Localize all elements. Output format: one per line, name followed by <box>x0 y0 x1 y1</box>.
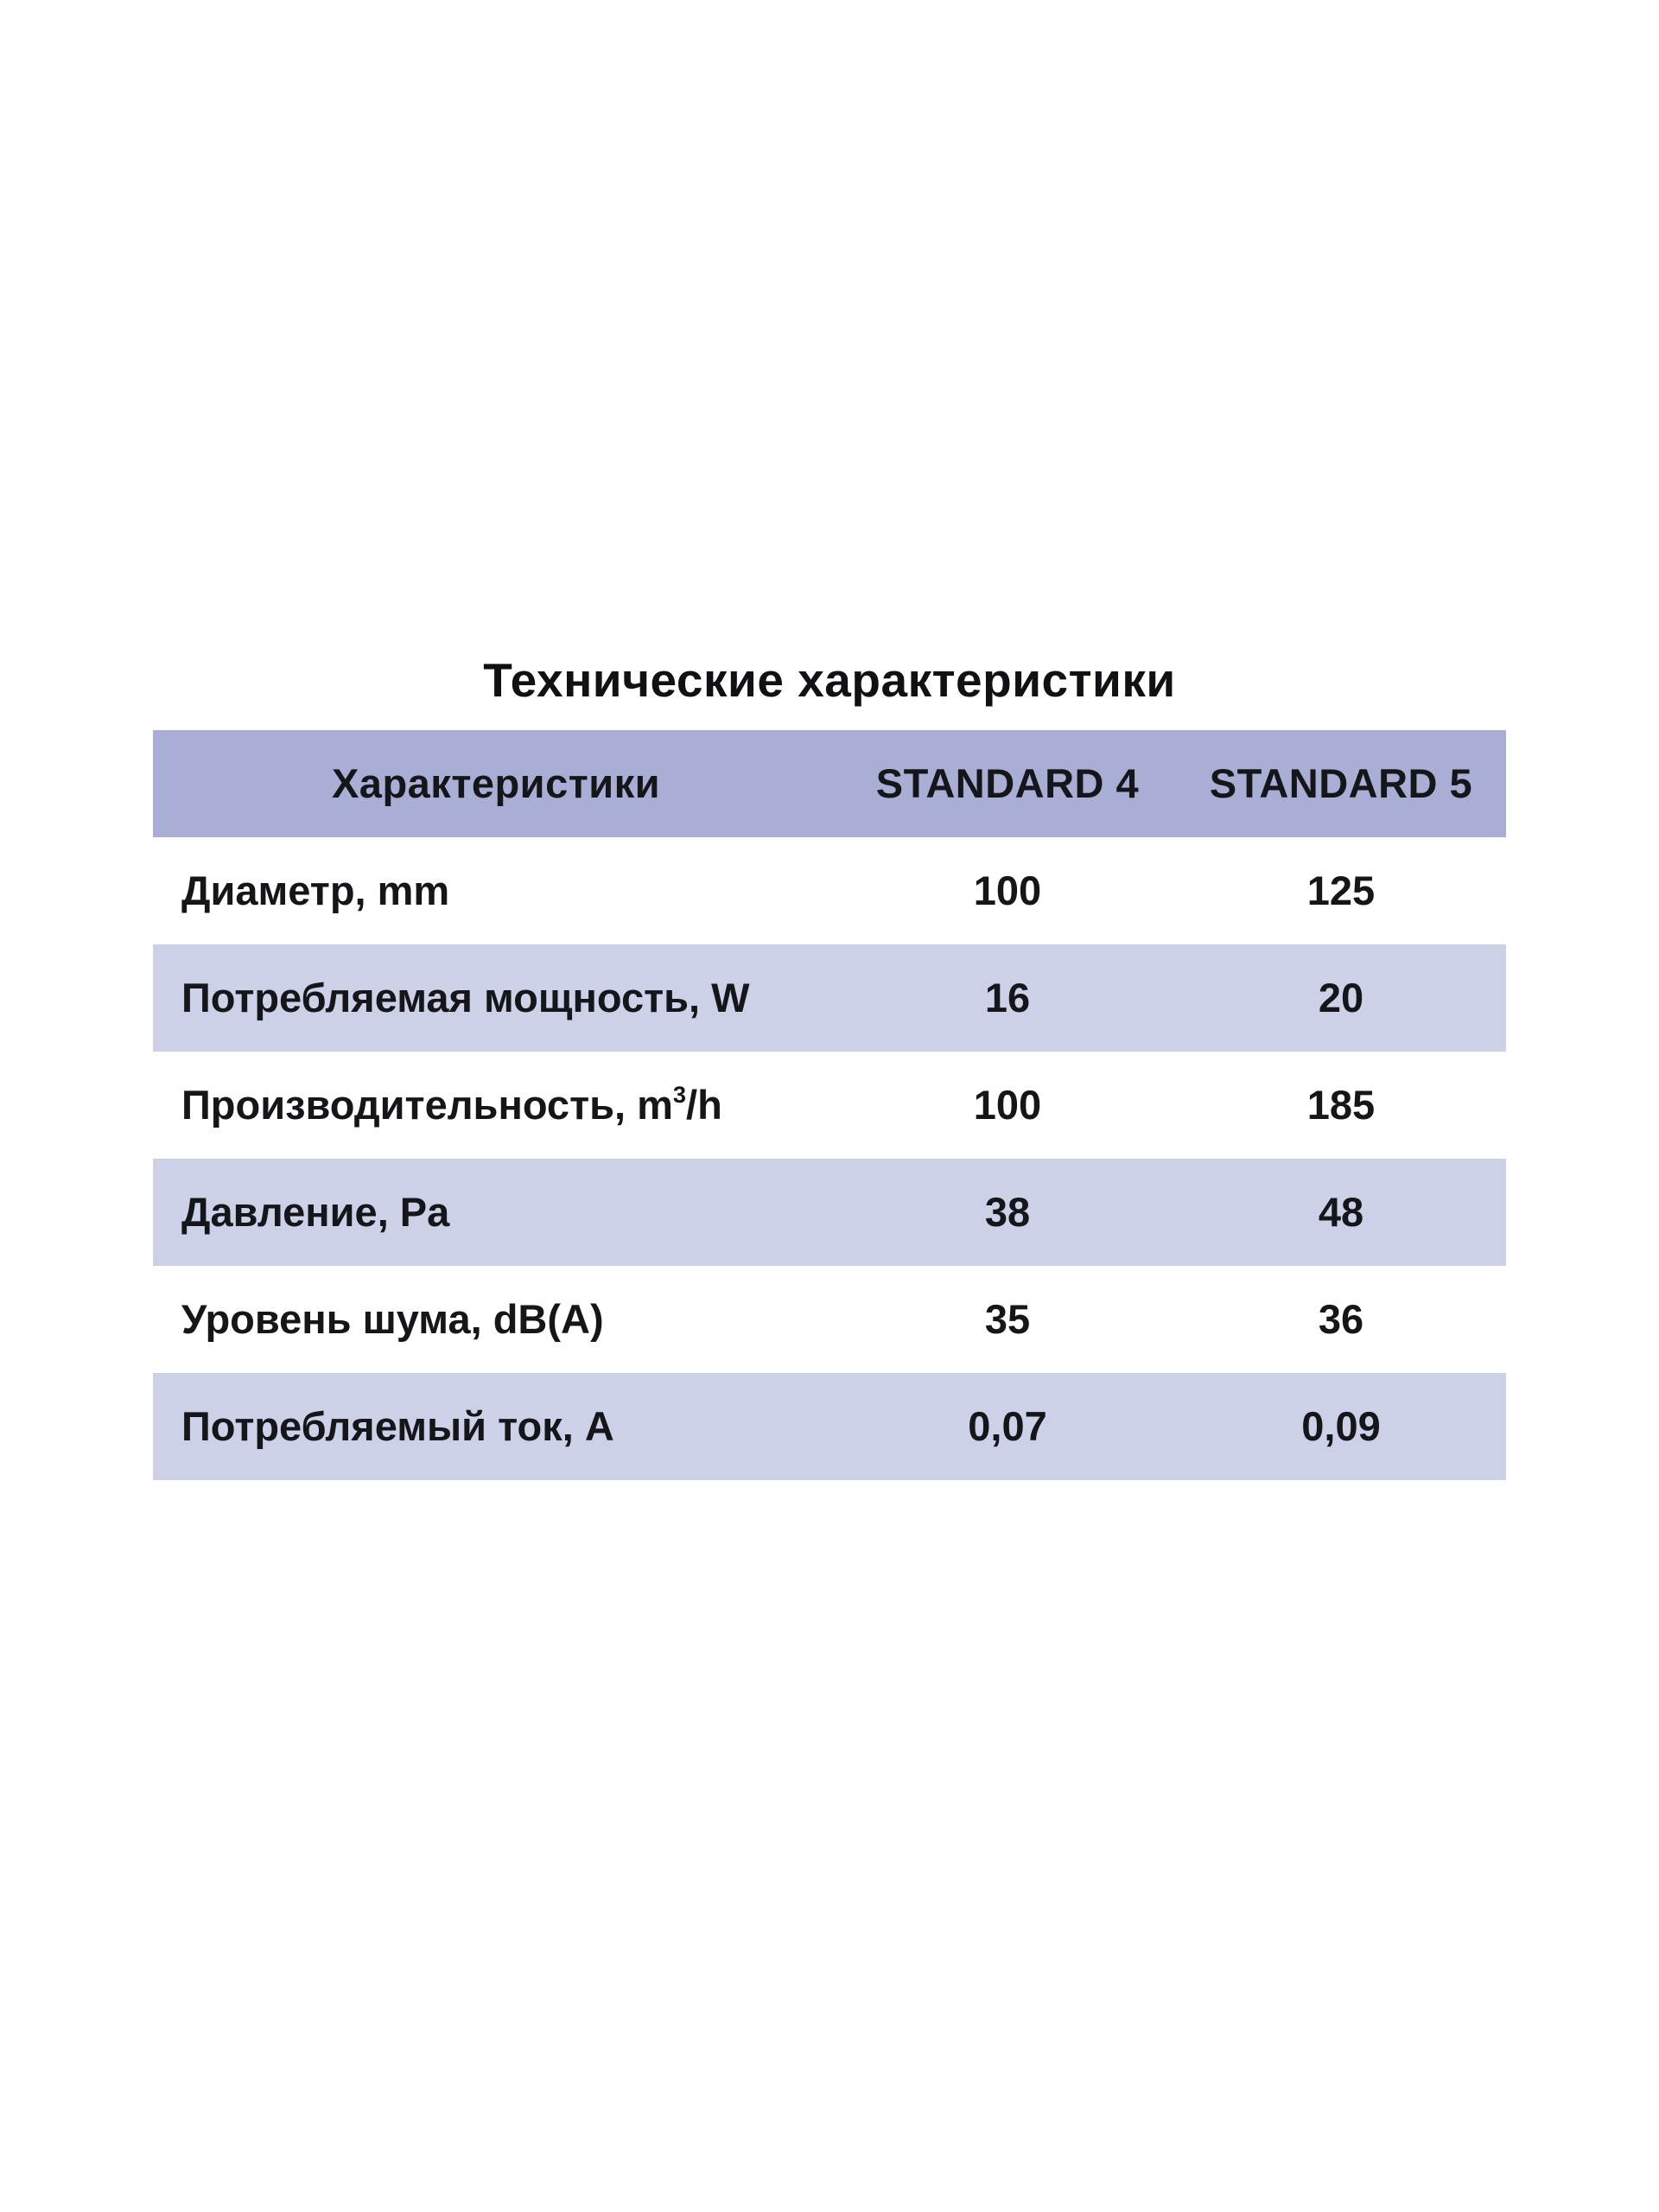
table-row <box>153 1159 1506 1266</box>
spec-label: Давление, Pa <box>181 1188 450 1235</box>
spec-label: Уровень шума, dB(A) <box>181 1295 604 1342</box>
table-row <box>153 1266 1506 1373</box>
header-standard-4: STANDARD 4 <box>875 760 1140 806</box>
page-title: Технические характеристики <box>483 653 1176 707</box>
header-characteristics: Характеристики <box>331 760 661 806</box>
spec-value: 35 <box>984 1295 1031 1342</box>
spec-value: 48 <box>1318 1188 1364 1235</box>
spec-value: 185 <box>1306 1081 1376 1128</box>
table-row <box>153 1373 1506 1480</box>
superscript: 3 <box>672 1080 687 1108</box>
table-body <box>153 837 1506 1480</box>
table-row <box>153 837 1506 944</box>
spec-value: 125 <box>1306 867 1376 913</box>
spec-value: 0,07 <box>968 1402 1047 1449</box>
spec-label: Производительность, $m^3/h$ <box>181 1080 722 1128</box>
spec-value: 0,09 <box>1301 1402 1381 1449</box>
spec-value: 100 <box>973 867 1042 913</box>
spec-value: 38 <box>984 1188 1031 1235</box>
spec-value: 20 <box>1318 974 1364 1020</box>
spec-table <box>153 730 1506 1480</box>
table-row <box>153 1052 1506 1159</box>
header-standard-5: STANDARD 5 <box>1209 760 1473 806</box>
table-row <box>153 944 1506 1052</box>
spec-value: 100 <box>973 1081 1042 1128</box>
spec-value: 36 <box>1318 1295 1364 1342</box>
table-header-row <box>153 730 1506 837</box>
spec-label: Потребляемая мощность, W <box>181 974 750 1020</box>
spec-value: 16 <box>984 974 1031 1020</box>
spec-label: Диаметр, mm <box>181 867 450 913</box>
spec-label: Потребляемый ток, A <box>181 1402 614 1449</box>
